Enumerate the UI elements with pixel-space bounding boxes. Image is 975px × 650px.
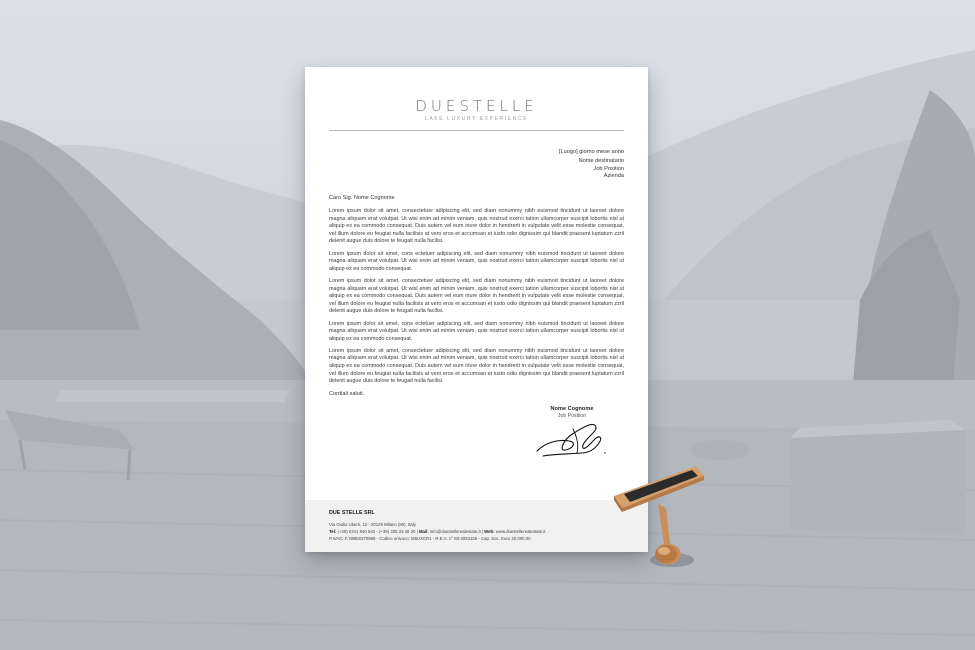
header-divider — [329, 130, 624, 131]
letter-date: [Luogo] giorno mese anno — [559, 149, 624, 155]
letter-salutation: Caro Sig. Nome Cognome — [329, 195, 395, 201]
letterhead-paper — [305, 67, 648, 552]
body-paragraph: Lorem ipsum dolor sit amet, consectetuer adipiscing elit, sed diam nonummy nibh euismod tincidunt ut laoreet dolore magna aliquam erat volutpat. Ut wisi enim ad minim veniam, quis nostrud exerci tation ullamcorper suscipit lobortis nisl ut aliquip ex ea commodo consequat. Duis autem vel eum iriure dolor in hendrerit in vulputate velit esse molestie consequat, vel illum dolore eu feugiat nulla facilisis at vero eros et accumsan et iusto odio dignissim qui blandit praesent luptatum zzril delenit augue duis dolore te feugait nulla facilisi. — [329, 277, 624, 315]
body-paragraph: Lorem ipsum dolor sit amet, cons ectetuer adipiscing elit, sed diam nonummy nibh euismod tincidunt ut laoreet dolore magna aliquam erat volutpat. Ut wisi enim ad minim veniam, quis nostrud exerci tation ullamcorper suscipit lobortis nisl ut aliquip ex ea commodo consequat. — [329, 250, 624, 272]
body-paragraph: Lorem ipsum dolor sit amet, cons ectetuer adipiscing elit, sed diam nonummy nibh euismod tincidunt ut laoreet dolore magna aliquam erat volutpat. Ut wisi enim ad minim veniam, quis nostrud exerci tation ullamcorper suscipit lobortis nisl ut aliquip ex ea commodo consequat. — [329, 320, 624, 342]
footer-company: DUE STELLE SRL — [329, 510, 375, 516]
letter-closing: Cordiali saluti. — [329, 391, 365, 397]
footer-legal: P.IVA/C.F. 08850370969 - Codice univoco: M5UXCR1 - R.E.A. n° MI-2053155 - Cap. Soc. Euro 20.000,00 — [329, 536, 531, 541]
recipient-company: Azienda — [603, 173, 624, 180]
mail-value: info@duestellerealestate.it — [429, 529, 481, 534]
recipient-position: Job Position — [593, 165, 624, 172]
mail-label: Mail: — [418, 529, 429, 534]
signatory-name: Nome Cognome — [550, 406, 594, 412]
tel-value: (+39) 0341 940 542 - (+39) 335 33 48 30 — [337, 529, 416, 534]
footer-address: Via Giulio Uberti, 12 - 20129 Milano (MI), Italy — [329, 522, 416, 527]
web-label: Web: — [484, 529, 495, 534]
body-paragraph: Lorem ipsum dolor sit amet, consectetuer adipiscing elit, sed diam nonummy nibh euismod tincidunt ut laoreet dolore magna aliquam erat volutpat. Ut wisi enim ad minim veniam, quis nostrud exerci tation ullamcorper suscipit lobortis nisl ut aliquip ex ea commodo consequat. Duis autem vel eum iriure dolor in hendrerit in vulputate velit esse molestie consequat, vel illum dolore eu feugiat nulla facilisis at vero eros et accumsan et iusto odio dignissim qui blandit praesent luptatum zzril delenit augue duis dolore te feugait nulla facilisi. — [329, 347, 624, 385]
recipient-block — [559, 149, 624, 181]
letter-footer — [305, 500, 648, 552]
web-value: www.duestellerealestate.it — [495, 529, 546, 534]
brand-tagline: LAKE LUXURY EXPERIENCE — [424, 116, 529, 122]
signatory-position: Job Position — [557, 413, 587, 419]
tel-label: Tel: — [329, 529, 337, 534]
footer-contacts: Tel: (+39) 0341 940 542 - (+39) 335 33 48 30 | Mail: info@duestellerealestate.it | Web: www.duestellerealestate.it — [329, 529, 546, 534]
recipient-name: Nome destinatario — [578, 158, 624, 165]
brand-logo: DUESTELLE — [415, 97, 538, 115]
rubber-stamp — [600, 452, 720, 572]
body-paragraph: Lorem ipsum dolor sit amet, consectetuer adipiscing elit, sed diam nonummy nibh euismod tincidunt ut laoreet dolore magna aliquam erat volutpat. Ut wisi enim ad minim veniam, quis nostrud exerci tation ullamcorper suscipit lobortis nisl ut aliquip ex ea commodo consequat. Duis autem vel eum iriure dolor in hendrerit in vulputate velit esse molestie consequat, vel illum dolore eu feugiat nulla facilisis at vero eros et accumsan et iusto odio dignissim qui blandit praesent luptatum zzril delenit augue duis dolore te feugait nulla facilisi. — [329, 208, 624, 245]
letter-body — [329, 208, 624, 390]
